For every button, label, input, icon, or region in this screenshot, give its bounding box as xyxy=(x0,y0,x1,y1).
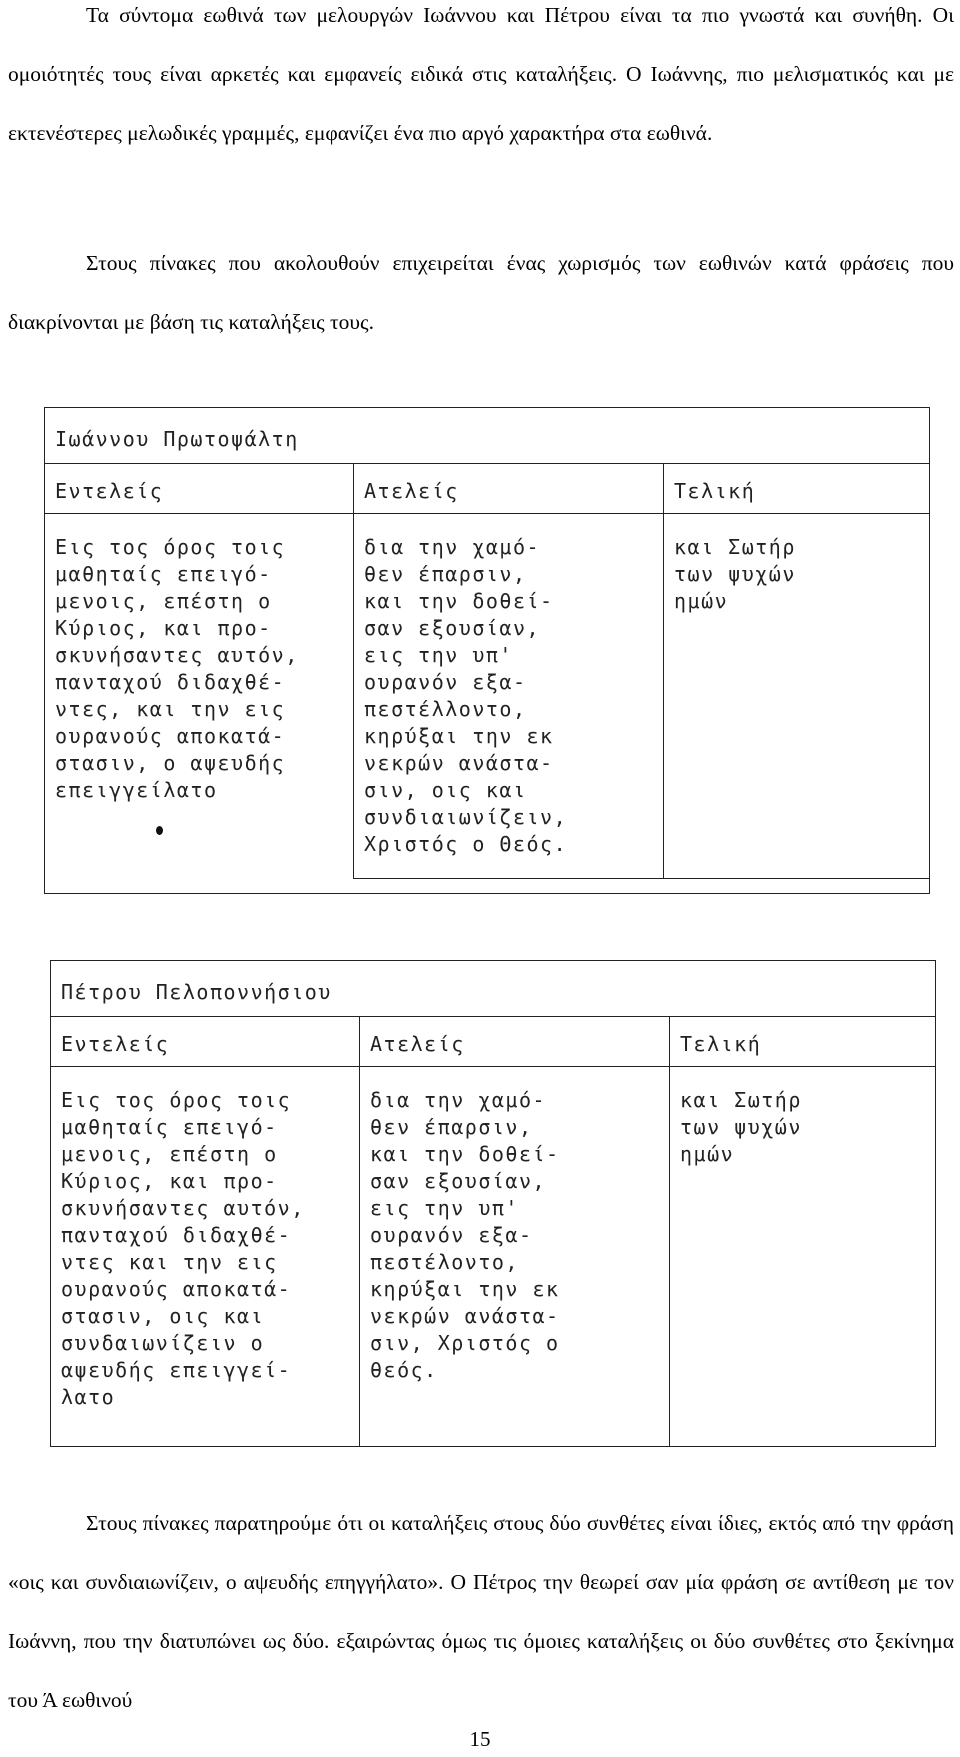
column-header: Εντελείς xyxy=(45,464,353,514)
comparison-paragraph-text: Στους πίνακες παρατηρούμε ότι οι καταλήξεις στους δύο συνθέτες είναι ίδιες, εκτός από την φράση «οις και συνδιαιωνίζειν, ο αψευδής επηγγήλατο». Ο Πέτρος την θεωρεί σαν μία φράση σε αντίθεση με τον Ιωάννη, που την διατυπώνει ως δύο. εξαιρώντας όμως τις όμοιες καταλήξεις οι δύο συνθέτες στο ξεκίνημα του Ά εωθινού xyxy=(8,1511,954,1712)
column-ateleis xyxy=(359,1017,669,1446)
tables-intro-paragraph-text: Στους πίνακες που ακολουθούν επιχειρείται ένας χωρισμός των εωθινών κατά φράσεις που διακρίνονται με βάση τις καταλήξεις τους. xyxy=(8,251,954,334)
column-header: Εντελείς xyxy=(51,1017,359,1067)
column-ateleis xyxy=(353,464,663,879)
column-enteleis xyxy=(45,464,353,893)
table-ioannou xyxy=(44,407,930,894)
intro-paragraph xyxy=(8,0,954,163)
column-header: Ατελείς xyxy=(360,1017,669,1067)
table-petrou-columns xyxy=(51,1017,935,1446)
ink-dot-mark xyxy=(156,826,163,835)
table-ioannou-title: Ιωάννου Πρωτοψάλτη xyxy=(45,408,929,464)
column-header: Ατελείς xyxy=(354,464,663,514)
column-cell: δια την χαμό- θεν έπαρσιν, και την δοθεί- σαν εξουσίαν, εις την υπ' ουρανόν εξα- πεστέλλοντο, κηρύξαι την εκ νεκρών ανάστα- σιν, οις και συνδιαιωνίζειν, Χριστός ο Θεός. xyxy=(364,535,568,856)
table-petrou-title: Πέτρου Πελοποννήσιου xyxy=(51,961,935,1017)
column-cell: και Σωτήρ των ψυχών ημών xyxy=(674,535,796,613)
column-cell: δια την χαμό- θεν έπαρσιν, και την δοθεί- σαν εξουσίαν, εις την υπ' ουρανόν εξα- πεστέλοντο, κηρύξαι την εκ νεκρών ανάστα- σιν, Χριστός ο θεός. xyxy=(370,1088,560,1382)
column-header: Τελική xyxy=(670,1017,935,1067)
column-cell: Εις τος όρος τοις μαθηταίς επειγό- μενοις, επέστη ο Κύριος, και προ- σκυνήσαντες αυτόν, πανταχού διδαχθέ- ντες και την εις ουρανούς αποκατά- στασιν, οις και συνδαιωνίζειν ο αψευδής επειγγεί- λατο xyxy=(61,1088,305,1409)
column-enteleis xyxy=(51,1017,359,1446)
tables-intro-paragraph xyxy=(8,234,954,352)
comparison-paragraph xyxy=(8,1494,954,1730)
page-number: 15 xyxy=(469,1727,491,1751)
column-cell: Εις τος όρος τοις μαθηταίς επειγό- μενοις, επέστη ο Κύριος, και προ- σκυνήσαντες αυτόν, πανταχού διδαχθέ- ντες, και την εις ουρανούς αποκατά- στασιν, ο αψευδής επειγγείλατο xyxy=(55,535,299,802)
column-header: Τελική xyxy=(664,464,929,514)
intro-paragraph-text: Τα σύντομα εωθινά των μελουργών Ιωάννου και Πέτρου είναι τα πιο γνωστά και συνήθη. Οι ομοιότητές τους είναι αρκετές και εμφανείς ειδικά στις καταλήξεις. Ο Ιωάννης, πιο μελισματικός και με εκτενέστερες μελωδικές γραμμές, εμφανίζει ένα πιο αργό χαρακτήρα στα εωθινά. xyxy=(8,3,954,145)
table-petrou xyxy=(50,960,936,1447)
column-cell: και Σωτήρ των ψυχών ημών xyxy=(680,1088,802,1166)
column-teliki xyxy=(663,464,929,879)
column-teliki xyxy=(669,1017,935,1446)
table-ioannou-columns xyxy=(45,464,929,893)
